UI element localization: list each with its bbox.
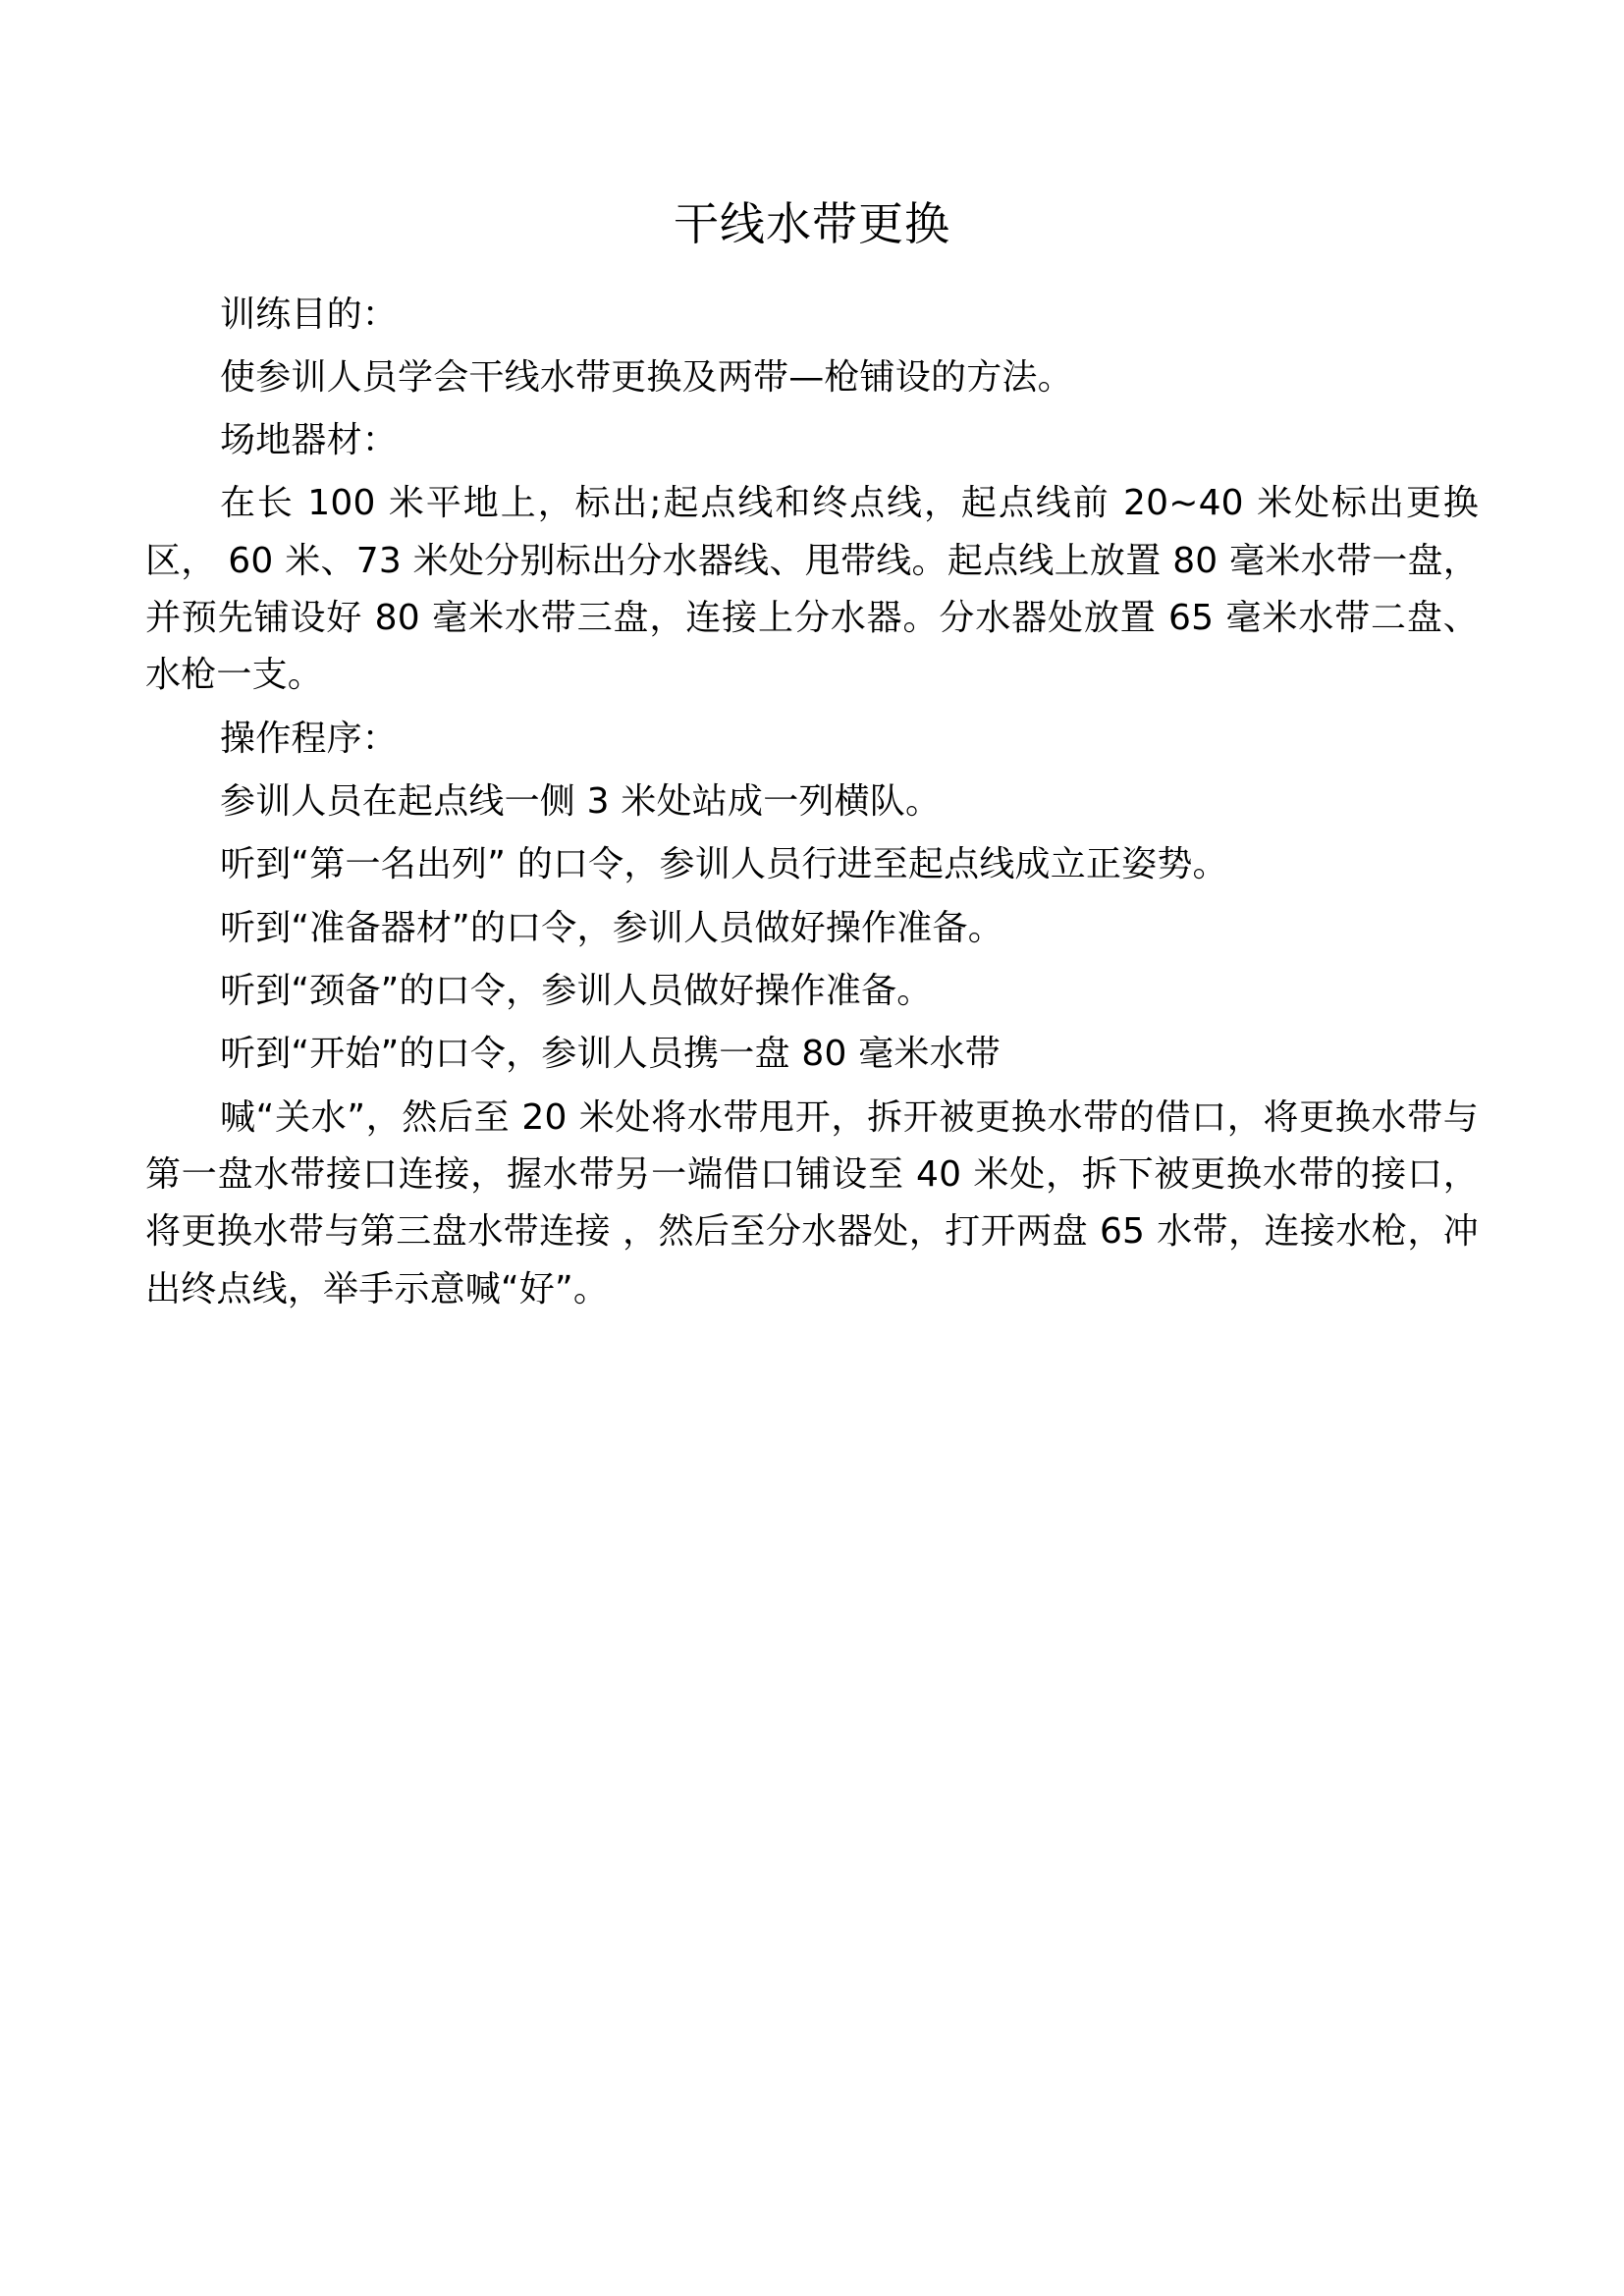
paragraph-step-neck-prepare: 听到“颈备”的口令，参训人员做好操作准备。 [220,970,933,1011]
paragraph-step-shout-water-off: 喊“关水”，然后至 20 米处将水带甩开，拆开被更换水带的借口，将更换水带与第一盘水带接口连接，握水带另一端借口铺设至 40 米处，拆下被更换水带的接口，将更换水带与第三盘水带连接 ，然后至分水器处，打开两盘 65 水带，连接水枪，冲出终点线，举手示意喊“好”。 [145,1096,1479,1309]
paragraph-step-start: 听到“开始”的口令，参训人员携一盘 80 毫米水带 [220,1034,1001,1075]
paragraph-step-first-out: 听到“第一名出列” 的口令，参训人员行进至起点线成立正姿势。 [220,844,1228,885]
document-body [145,287,1479,1318]
paragraph-step-prepare-equipment: 听到“准备器材”的口令，参训人员做好操作准备。 [220,907,1003,948]
paragraph-site-equipment-body: 在长 100 米平地上，标出;起点线和终点线，起点线前 20~40 米处标出更换区， 60 米、73 米处分别标出分水器线、甩带线。起点线上放置 80 毫米水带一盘，并预先铺设好 80 毫米水带三盘，连接上分水器。分水器处放置 65 毫米水带二盘、水枪一支。 [145,483,1479,696]
paragraph-site-equipment-heading: 场地器材： [220,420,399,461]
paragraph-training-purpose-heading: 训练目的： [220,294,399,335]
paragraph-training-purpose-body: 使参训人员学会干线水带更换及两带—枪铺设的方法。 [220,356,1073,398]
page-title: 干线水带更换 [674,197,950,250]
paragraph-operation-procedure-heading: 操作程序： [220,718,399,759]
paragraph-step-formation: 参训人员在起点线一侧 3 米处站成一列横队。 [220,781,942,822]
